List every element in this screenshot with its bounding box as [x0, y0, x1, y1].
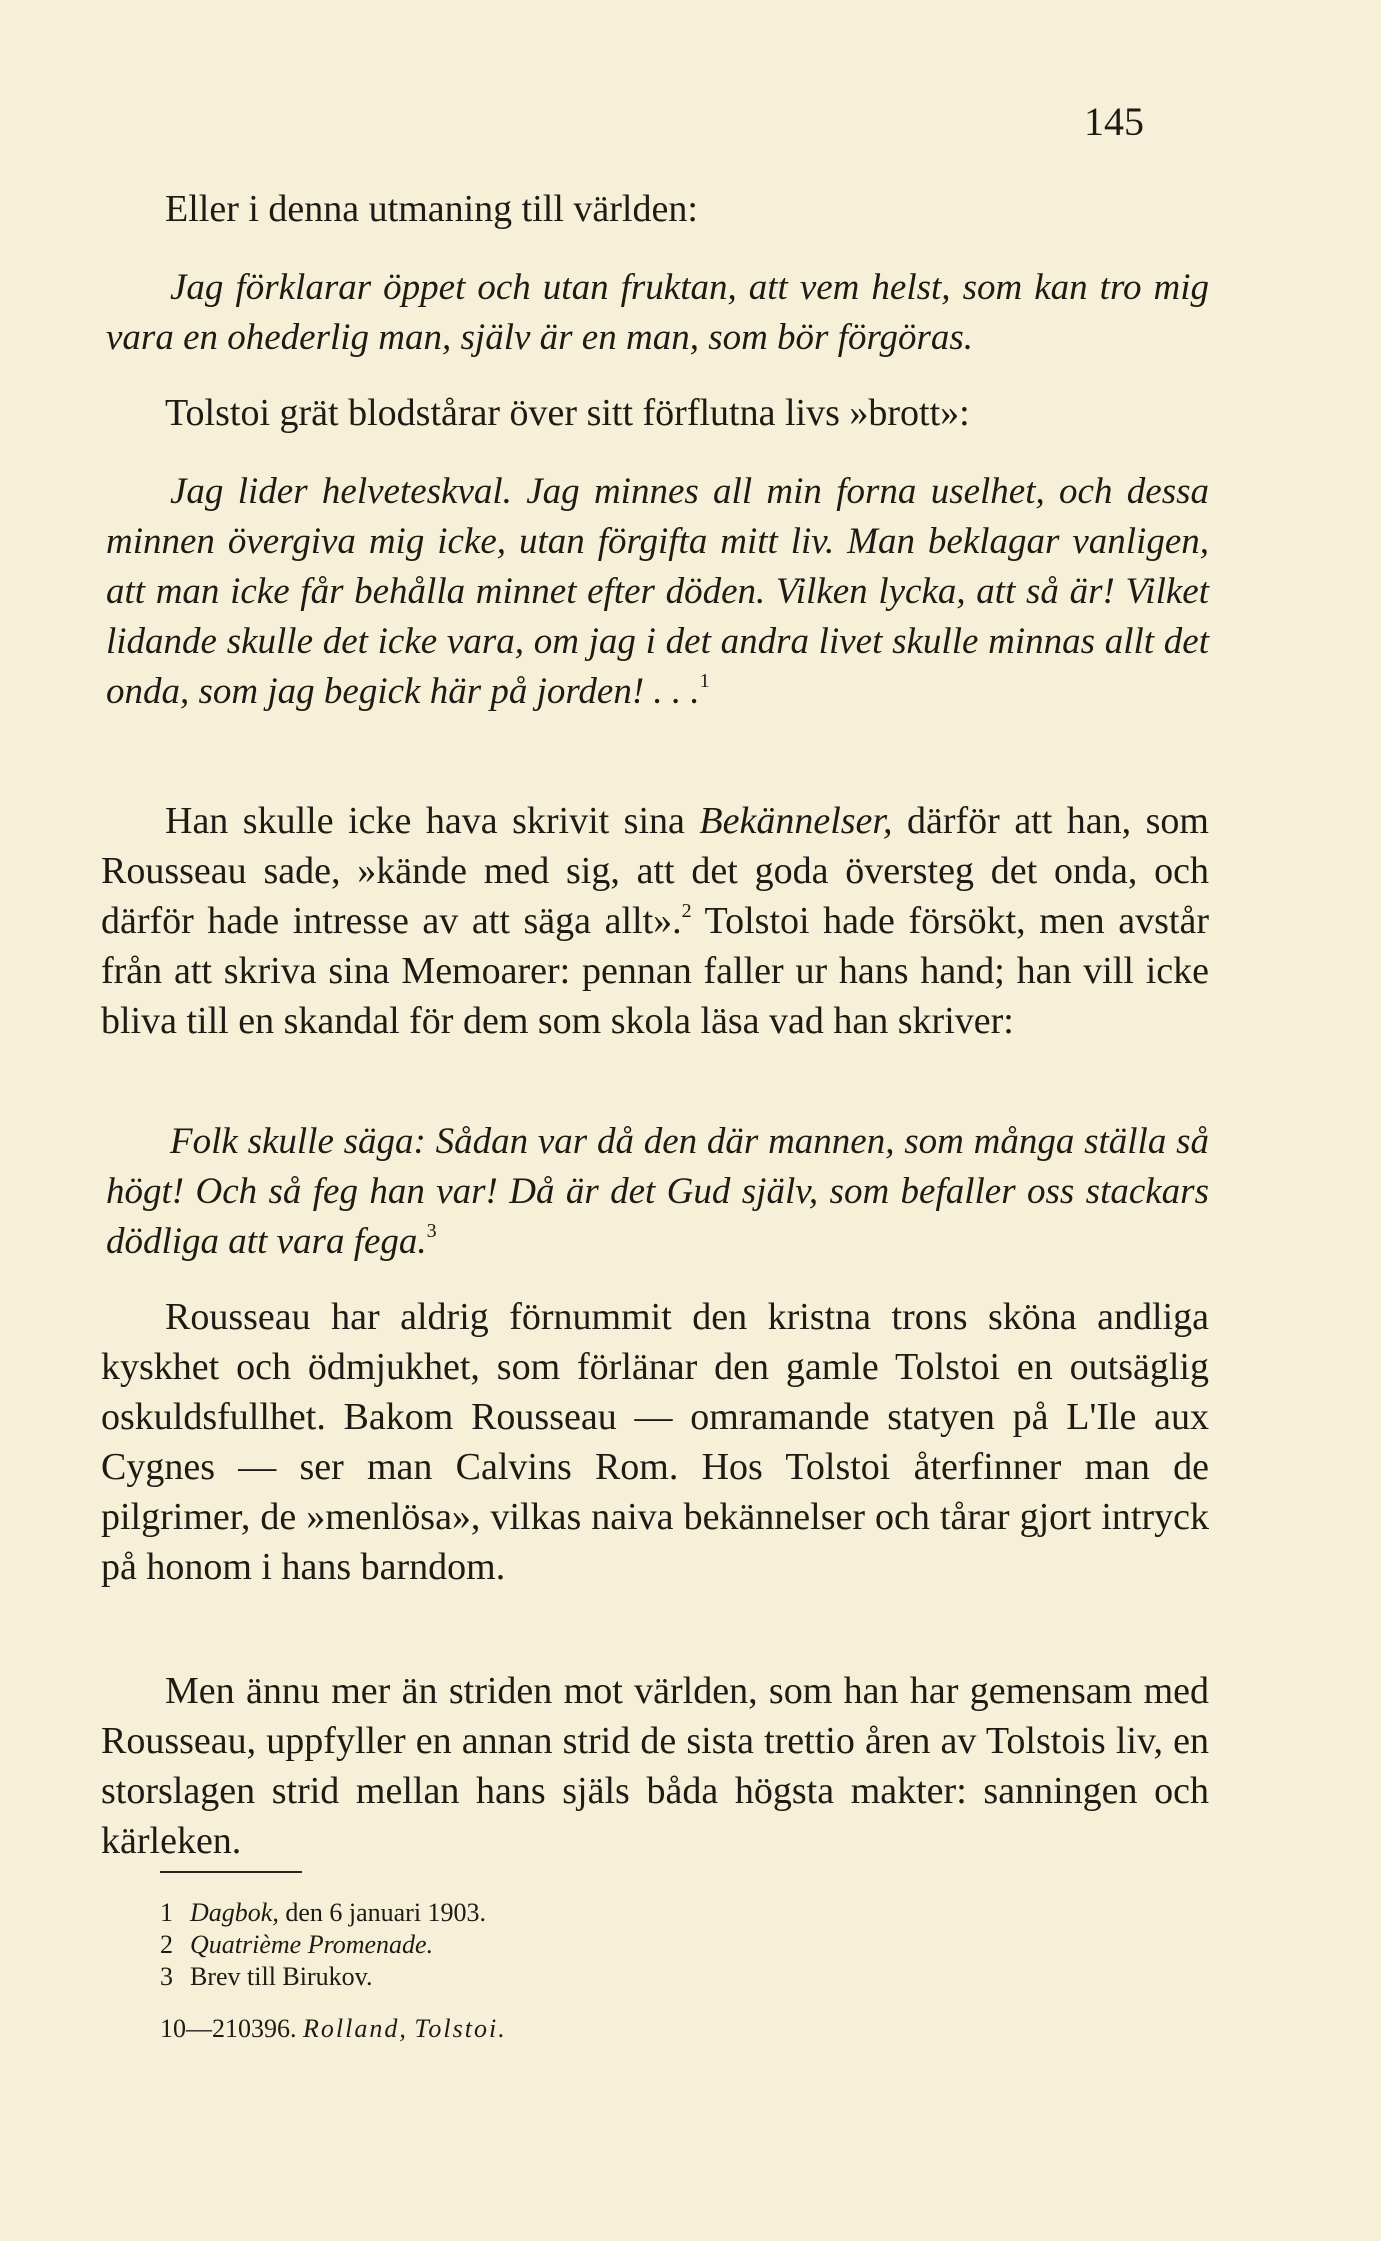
page-number: 145 [1084, 99, 1144, 144]
quote-2-text: Jag lider helveteskval. Jag minnes all min forna uselhet, och dessa minnen övergiva mig icke, utan förgifta mitt liv. Man beklagar vanligen, att man icke får behålla minnet efter döden. Vilken lycka, att så är! Vilket lidande skulle det icke vara, om jag i det andra livet skulle minnas allt det onda, som jag begick här på jorden! . . . [106, 471, 1209, 712]
paragraph-3-part-d: Tolstoi hade försökt, men avstår från att skriva sina Memoarer: pennan faller ur hans hand; han vill icke bliva till en skandal för dem som skola läsa vad han skriver: [101, 900, 1209, 1042]
footnote-ref-2: 2 [681, 900, 692, 922]
paragraph-3-part-a: Han skulle icke hava skrivit sina [165, 800, 700, 842]
footnote-divider [160, 1871, 302, 1873]
quote-1: Jag förklarar öppet och utan fruktan, att vem helst, som kan tro mig vara en ohederlig man, själv är en man, som bör förgöras. [106, 267, 1209, 358]
footnote-ref-3: 3 [426, 1220, 437, 1242]
book-title-bekannelser: Bekännelser, [699, 800, 893, 842]
printer-signature: 10—210396. Rolland, Tolstoi. [160, 2014, 507, 2043]
footnote-ref-1: 1 [699, 670, 710, 692]
paragraph-5: Men ännu mer än striden mot världen, som han har gemensam med Rousseau, uppfyller en annan strid de sista trettio åren av Tolstois liv, en storslagen strid mellan hans själs båda högsta makter: sanningen och kärleken. [101, 1670, 1209, 1862]
quote-3-text: Folk skulle säga: Sådan var då den där mannen, som många ställa så högt! Och så feg han var! Då är det Gud själv, som befaller oss stackars dödliga att vara fega. [106, 1121, 1209, 1262]
paragraph-1: Eller i denna utmaning till världen: [165, 188, 698, 230]
paragraph-3 [101, 796, 1209, 1046]
footnote-3: 3 Brev till Birukov. [160, 1962, 373, 1991]
paragraph-3-part-c: därför att han, som Rousseau sade, »kände med sig, att det goda översteg det onda, och därför hade intresse av att säga allt». [101, 800, 1209, 942]
footnote-2: 2 Quatrième Promenade. [160, 1930, 434, 1959]
quote-2 [101, 467, 1209, 717]
paragraph-2: Tolstoi grät blodstårar över sitt förflutna livs »brott»: [165, 392, 970, 434]
quote-3 [101, 1117, 1209, 1267]
paragraph-4: Rousseau har aldrig förnummit den kristna trons sköna andliga kyskhet och ödmjukhet, som förlänar den gamle Tolstoi en outsäglig oskuldsfullhet. Bakom Rousseau — omramande statyen på L'Ile aux Cygnes — ser man Calvins Rom. Hos Tolstoi återfinner man de pilgrimer, de »menlösa», vilkas naiva bekännelser och tårar gjort intryck på honom i hans barndom. [101, 1296, 1209, 1588]
footnote-1: 1 Dagbok, den 6 januari 1903. [160, 1898, 487, 1927]
